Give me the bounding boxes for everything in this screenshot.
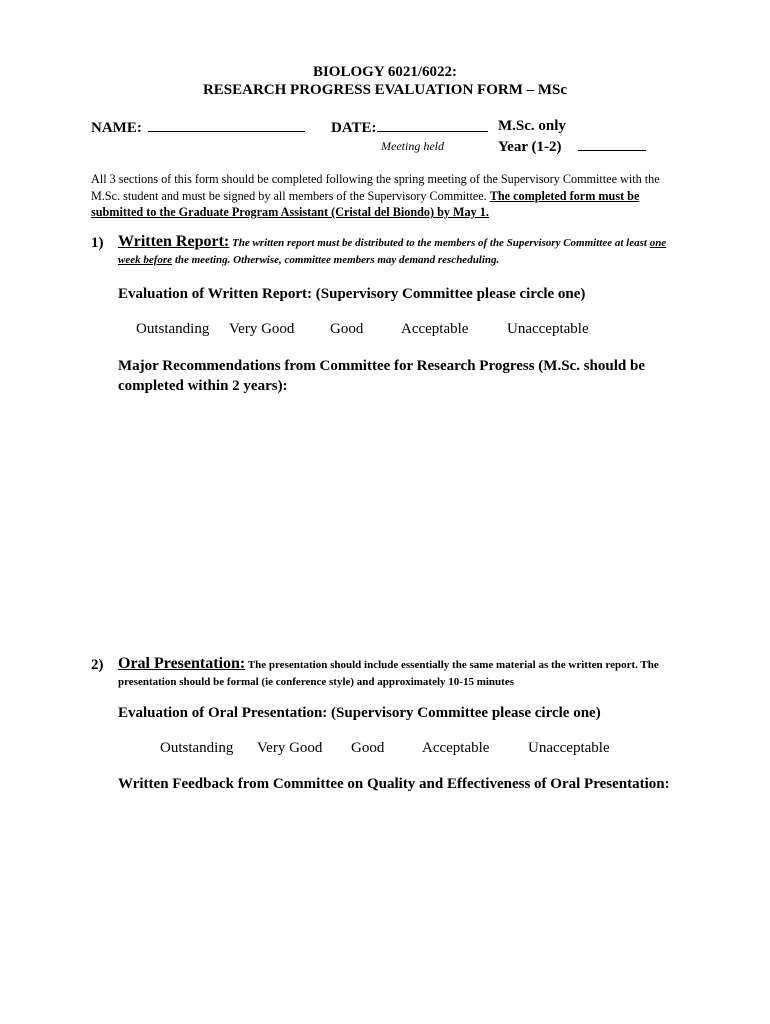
name-input-line[interactable] <box>148 118 305 132</box>
section1-option-good[interactable]: Good <box>330 321 364 337</box>
intro-emphasis: The completed form must be submitted to the Graduate Program Assistant (Cristal del Biondo) by May 1. <box>91 188 640 219</box>
date-note: Meeting held <box>381 139 444 153</box>
section1-eval-heading: Evaluation of Written Report: (Supervisory Committee please circle one) <box>118 286 586 302</box>
section2-option-very-good[interactable]: Very Good <box>257 740 323 756</box>
section2-number: 2) <box>91 657 104 673</box>
intro-text: All 3 sections of this form should be completed following the spring meeting of the Supervisory Committee with the M.Sc. student and must be signed by all members of the Supervisory Committee. <box>91 172 660 203</box>
section1-note-part1: The written report must be distributed to the members of the Supervisory Committee at least <box>231 237 647 249</box>
section2-option-good[interactable]: Good <box>351 740 385 756</box>
year-field <box>498 137 646 156</box>
year-label: Year (1-2) <box>498 139 562 155</box>
section1-option-very-good[interactable]: Very Good <box>229 321 295 337</box>
course-title: BIOLOGY 6021/6022: <box>312 64 458 80</box>
section1-option-unacceptable[interactable]: Unacceptable <box>507 321 589 337</box>
date-label: DATE: <box>331 120 377 136</box>
section1-note-underlined: one week before <box>118 237 667 266</box>
program-label: M.Sc. only <box>498 118 566 134</box>
section1-number: 1) <box>91 235 104 251</box>
section1-note-part2: the meeting. Otherwise, committee members may demand rescheduling. <box>174 253 500 266</box>
section2-option-unacceptable[interactable]: Unacceptable <box>528 740 610 756</box>
name-label: NAME: <box>91 120 142 136</box>
section1-header <box>118 234 678 268</box>
section2-header <box>118 656 678 690</box>
section1-option-outstanding[interactable]: Outstanding <box>136 321 210 337</box>
section1-recommendations-heading: Major Recommendations from Committee for Research Progress (M.Sc. should be completed within 2 years): <box>118 358 645 394</box>
section2-option-acceptable[interactable]: Acceptable <box>422 740 490 756</box>
section1-option-acceptable[interactable]: Acceptable <box>401 321 469 337</box>
section2-eval-heading: Evaluation of Oral Presentation: (Supervisory Committee please circle one) <box>118 705 601 721</box>
section2-note: The presentation should include essentially the same material as the written report. The presentation should be formal (ie conference style) and approximately 10-15 minutes <box>118 659 659 688</box>
year-input-line[interactable] <box>578 137 646 151</box>
section1-title: Written Report: <box>118 233 230 250</box>
section2-title: Oral Presentation: <box>118 655 246 672</box>
form-title: RESEARCH PROGRESS EVALUATION FORM – MSc <box>202 82 568 98</box>
date-input-line[interactable] <box>377 118 488 132</box>
section2-feedback-heading: Written Feedback from Committee on Quality and Effectiveness of Oral Presentation: <box>118 776 670 792</box>
name-field <box>91 118 305 137</box>
intro-paragraph <box>91 171 671 221</box>
section2-option-outstanding[interactable]: Outstanding <box>160 740 234 756</box>
date-field <box>331 118 488 137</box>
